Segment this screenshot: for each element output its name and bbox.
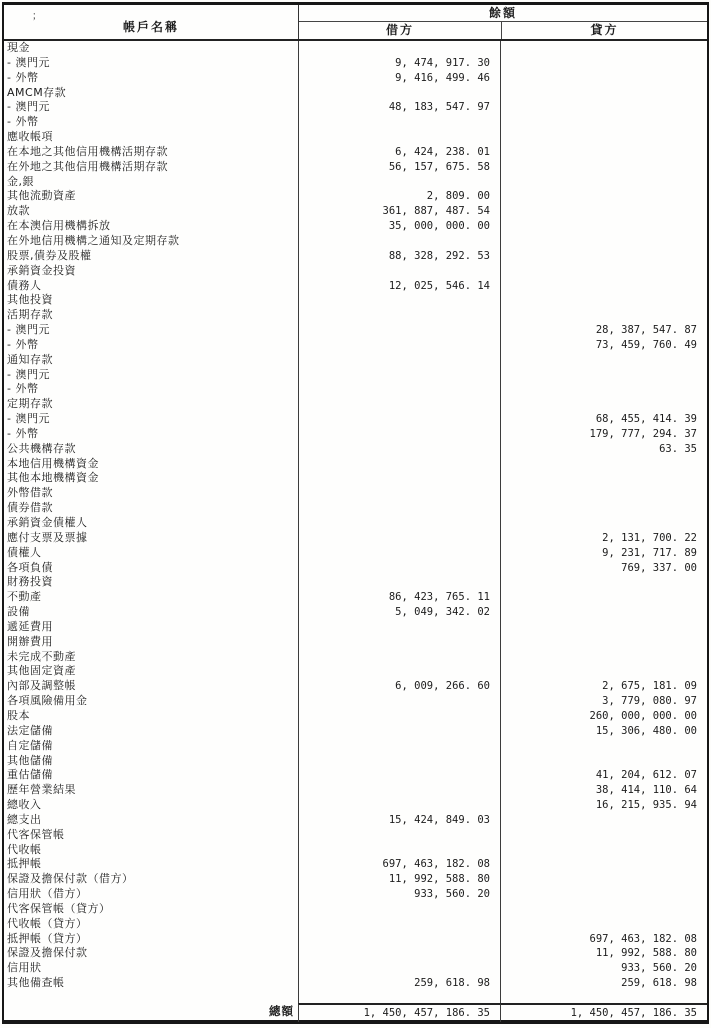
- account-name-cell: 重估儲備: [7, 768, 53, 782]
- debit-column-header: 借方: [385, 23, 414, 37]
- account-name-cell: 通知存款: [7, 352, 53, 366]
- account-name-header-label: 帳戶名稱: [122, 20, 179, 34]
- table-row: [4, 620, 707, 635]
- account-name-header: [4, 5, 298, 39]
- account-name-cell: 股票,債券及股權: [7, 248, 92, 262]
- account-name-cell: - 澳門元: [7, 323, 50, 337]
- account-name-cell: 財務投資: [7, 575, 53, 589]
- table-row: [4, 189, 707, 204]
- debit-cell: [298, 323, 500, 338]
- credit-cell: [500, 368, 707, 383]
- debit-cell: [298, 828, 500, 843]
- table-row: [4, 293, 707, 308]
- credit-cell: 259, 618. 98: [500, 976, 707, 991]
- credit-cell: 41, 204, 612. 07: [500, 768, 707, 783]
- account-name-cell: - 澳門元: [7, 100, 50, 114]
- table-row: [4, 694, 707, 709]
- credit-cell: [500, 501, 707, 516]
- account-name-cell: 定期存款: [7, 397, 53, 411]
- table-row: [4, 427, 707, 442]
- table-row: [4, 279, 707, 294]
- debit-cell: [298, 946, 500, 961]
- account-name-cell: 債權人: [7, 545, 42, 559]
- table-row: [4, 86, 707, 101]
- credit-cell: [500, 397, 707, 412]
- table-row: [4, 412, 707, 427]
- account-name-cell: 其他儲備: [7, 753, 53, 767]
- account-name-cell: - 外幣: [7, 115, 39, 129]
- account-name-cell: 抵押帳（貸方）: [7, 931, 88, 945]
- credit-cell: [500, 516, 707, 531]
- debit-credit-header-row: [299, 22, 707, 39]
- credit-cell: [500, 857, 707, 872]
- account-name-cell: 公共機構存款: [7, 441, 76, 455]
- credit-cell: 179, 777, 294. 37: [500, 427, 707, 442]
- table-row: [4, 486, 707, 501]
- table-row: [4, 664, 707, 679]
- credit-cell: 15, 306, 480. 00: [500, 724, 707, 739]
- table-row: [4, 798, 707, 813]
- debit-cell: 361, 887, 487. 54: [298, 204, 500, 219]
- debit-cell: [298, 917, 500, 932]
- debit-cell: [298, 382, 500, 397]
- credit-cell: [500, 635, 707, 650]
- table-row: [4, 546, 707, 561]
- account-name-cell: - 澳門元: [7, 412, 50, 426]
- debit-cell: 15, 424, 849. 03: [298, 813, 500, 828]
- debit-cell: 88, 328, 292. 53: [298, 249, 500, 264]
- credit-cell: 38, 414, 110. 64: [500, 783, 707, 798]
- table-row: [4, 709, 707, 724]
- account-name-cell: 股本: [7, 708, 30, 722]
- debit-cell: 35, 000, 000. 00: [298, 219, 500, 234]
- table-row: [4, 605, 707, 620]
- table-row: [4, 813, 707, 828]
- debit-cell: [298, 724, 500, 739]
- table-row: [4, 457, 707, 472]
- table-row: [4, 783, 707, 798]
- credit-cell: [500, 279, 707, 294]
- debit-cell: [298, 739, 500, 754]
- credit-column-header: 貸方: [501, 22, 707, 39]
- credit-cell: [500, 872, 707, 887]
- credit-cell: [500, 204, 707, 219]
- debit-cell: 259, 618. 98: [298, 976, 500, 991]
- credit-cell: 260, 000, 000. 00: [500, 709, 707, 724]
- account-name-cell: 其他本地機構資金: [7, 471, 99, 485]
- debit-cell: 56, 157, 675. 58: [298, 160, 500, 175]
- debit-cell: 697, 463, 182. 08: [298, 857, 500, 872]
- debit-cell: 12, 025, 546. 14: [298, 279, 500, 294]
- credit-cell: [500, 41, 707, 56]
- table-row: [4, 41, 707, 56]
- table-row: [4, 739, 707, 754]
- credit-cell: [500, 249, 707, 264]
- debit-cell: [298, 175, 500, 190]
- credit-cell: [500, 828, 707, 843]
- debit-cell: [298, 783, 500, 798]
- debit-cell: [298, 561, 500, 576]
- account-name-cell: 法定儲備: [7, 723, 53, 737]
- debit-cell: [298, 516, 500, 531]
- credit-cell: [500, 754, 707, 769]
- account-name-cell: 設備: [7, 605, 30, 619]
- debit-cell: [298, 575, 500, 590]
- credit-cell: [500, 843, 707, 858]
- credit-cell: [500, 813, 707, 828]
- account-name-cell: 活期存款: [7, 308, 53, 322]
- credit-cell: [500, 160, 707, 175]
- account-name-cell: 內部及調整帳: [7, 679, 76, 693]
- account-name-cell: 代收帳（貸方）: [7, 916, 88, 930]
- table-row: [4, 754, 707, 769]
- total-label: 總額: [269, 1004, 294, 1018]
- debit-cell: [298, 86, 500, 101]
- credit-cell: [500, 264, 707, 279]
- account-name-cell: 各項負債: [7, 560, 53, 574]
- table-row: [4, 338, 707, 353]
- debit-cell: 11, 992, 588. 80: [298, 872, 500, 887]
- table-row: [4, 768, 707, 783]
- debit-cell: [298, 308, 500, 323]
- debit-cell: [298, 338, 500, 353]
- table-row: [4, 249, 707, 264]
- debit-cell: [298, 501, 500, 516]
- credit-cell: [500, 887, 707, 902]
- credit-cell: [500, 457, 707, 472]
- credit-cell: [500, 471, 707, 486]
- account-name-cell: - 外幣: [7, 70, 39, 84]
- account-name-cell: 其他備查帳: [7, 976, 65, 990]
- table-row: [4, 857, 707, 872]
- account-name-cell: 在本地之其他信用機構活期存款: [7, 144, 168, 158]
- account-name-cell: 遞延費用: [7, 619, 53, 633]
- credit-cell: 73, 459, 760. 49: [500, 338, 707, 353]
- table-row: [4, 872, 707, 887]
- account-name-cell: 代收帳: [7, 842, 42, 856]
- debit-cell: [298, 635, 500, 650]
- total-row: [4, 1003, 707, 1022]
- credit-cell: 2, 675, 181. 09: [500, 679, 707, 694]
- table-row: [4, 130, 707, 145]
- debit-cell: [298, 754, 500, 769]
- table-row: [4, 679, 707, 694]
- credit-cell: [500, 575, 707, 590]
- account-name-cell: 各項風險備用金: [7, 694, 88, 708]
- account-name-cell: 其他固定資產: [7, 664, 76, 678]
- account-name-cell: 未完成不動產: [7, 649, 76, 663]
- debit-cell: [298, 41, 500, 56]
- credit-cell: 68, 455, 414. 39: [500, 412, 707, 427]
- credit-cell: [500, 353, 707, 368]
- debit-cell: 6, 424, 238. 01: [298, 145, 500, 160]
- debit-cell: [298, 115, 500, 130]
- account-name-cell: 信用狀（借方）: [7, 887, 88, 901]
- credit-cell: 697, 463, 182. 08: [500, 932, 707, 947]
- debit-cell: [298, 293, 500, 308]
- table-row: [4, 471, 707, 486]
- table-row: [4, 575, 707, 590]
- account-name-cell: 開辦費用: [7, 634, 53, 648]
- debit-cell: 9, 416, 499. 46: [298, 71, 500, 86]
- table-row: [4, 531, 707, 546]
- table-row: [4, 382, 707, 397]
- credit-cell: [500, 605, 707, 620]
- debit-cell: 48, 183, 547. 97: [298, 100, 500, 115]
- spacer-row: [4, 991, 707, 1003]
- debit-cell: [298, 620, 500, 635]
- credit-cell: [500, 189, 707, 204]
- credit-cell: [500, 486, 707, 501]
- debit-cell: [298, 694, 500, 709]
- credit-cell: [500, 650, 707, 665]
- debit-cell: [298, 486, 500, 501]
- table-row: [4, 917, 707, 932]
- table-row: [4, 843, 707, 858]
- credit-cell: [500, 100, 707, 115]
- debit-cell: [298, 457, 500, 472]
- debit-cell: [298, 546, 500, 561]
- credit-cell: [500, 917, 707, 932]
- credit-cell: 28, 387, 547. 87: [500, 323, 707, 338]
- credit-cell: [500, 590, 707, 605]
- debit-cell: [298, 961, 500, 976]
- table-row: [4, 516, 707, 531]
- table-row: [4, 100, 707, 115]
- account-name-cell: 債務人: [7, 278, 42, 292]
- debit-cell: [298, 412, 500, 427]
- account-name-cell: 在外地信用機構之通知及定期存款: [7, 233, 180, 247]
- trial-balance-table: [2, 2, 709, 1024]
- account-name-cell: 金,銀: [7, 174, 34, 188]
- account-name-cell: 自定儲備: [7, 738, 53, 752]
- credit-cell: 9, 231, 717. 89: [500, 546, 707, 561]
- table-row: [4, 323, 707, 338]
- credit-cell: [500, 145, 707, 160]
- credit-cell: [500, 86, 707, 101]
- table-row: [4, 71, 707, 86]
- credit-cell: 16, 215, 935. 94: [500, 798, 707, 813]
- account-name-cell: - 外幣: [7, 426, 39, 440]
- account-name-cell: 不動產: [7, 590, 42, 604]
- table-row: [4, 561, 707, 576]
- debit-cell: 86, 423, 765. 11: [298, 590, 500, 605]
- table-header: [4, 5, 707, 41]
- credit-cell: 769, 337. 00: [500, 561, 707, 576]
- debit-cell: [298, 368, 500, 383]
- account-name-cell: 應付支票及票據: [7, 530, 88, 544]
- account-name-cell: 總支出: [7, 812, 42, 826]
- table-row: [4, 115, 707, 130]
- account-name-cell: 總收入: [7, 798, 42, 812]
- debit-cell: [298, 531, 500, 546]
- debit-cell: [298, 709, 500, 724]
- account-name-cell: 放款: [7, 204, 30, 218]
- table-row: [4, 368, 707, 383]
- credit-cell: [500, 71, 707, 86]
- debit-cell: [298, 130, 500, 145]
- table-row: [4, 976, 707, 991]
- table-row: [4, 204, 707, 219]
- table-row: [4, 724, 707, 739]
- credit-cell: 11, 992, 588. 80: [500, 946, 707, 961]
- credit-cell: 2, 131, 700. 22: [500, 531, 707, 546]
- credit-cell: [500, 664, 707, 679]
- debit-cell: [298, 353, 500, 368]
- credit-cell: [500, 382, 707, 397]
- account-name-cell: 其他投資: [7, 293, 53, 307]
- account-name-cell: 現金: [7, 41, 30, 54]
- account-name-cell: 其他流動資產: [7, 189, 76, 203]
- credit-cell: [500, 175, 707, 190]
- account-name-cell: 外幣借款: [7, 486, 53, 500]
- total-debit-cell: 1, 450, 457, 186. 35: [298, 1003, 500, 1022]
- debit-cell: [298, 932, 500, 947]
- table-row: [4, 160, 707, 175]
- credit-cell: 933, 560. 20: [500, 961, 707, 976]
- account-name-cell: 歷年營業結果: [7, 783, 76, 797]
- credit-cell: [500, 130, 707, 145]
- table-row: [4, 590, 707, 605]
- table-row: [4, 442, 707, 457]
- table-row: [4, 234, 707, 249]
- debit-cell: 5, 049, 342. 02: [298, 605, 500, 620]
- debit-cell: 9, 474, 917. 30: [298, 56, 500, 71]
- table-row: [4, 946, 707, 961]
- debit-cell: 933, 560. 20: [298, 887, 500, 902]
- table-row: [4, 501, 707, 516]
- credit-cell: [500, 293, 707, 308]
- account-name-cell: 在外地之其他信用機構活期存款: [7, 159, 168, 173]
- credit-cell: [500, 739, 707, 754]
- debit-cell: 2, 809. 00: [298, 189, 500, 204]
- debit-cell: [298, 650, 500, 665]
- debit-cell: [298, 427, 500, 442]
- debit-cell: [298, 902, 500, 917]
- account-name-cell: 在本澳信用機構拆放: [7, 219, 111, 233]
- table-row: [4, 961, 707, 976]
- account-name-cell: 保證及擔保付款: [7, 946, 88, 960]
- table-row: [4, 264, 707, 279]
- table-row: [4, 650, 707, 665]
- credit-cell: [500, 308, 707, 323]
- balance-header: 餘額: [299, 5, 707, 22]
- account-name-cell: 代客保管帳: [7, 827, 65, 841]
- table-row: [4, 175, 707, 190]
- account-name-cell: 信用狀: [7, 961, 42, 975]
- table-row: [4, 397, 707, 412]
- credit-cell: [500, 902, 707, 917]
- balance-header-group: [298, 5, 707, 39]
- table-row: [4, 308, 707, 323]
- debit-cell: [298, 442, 500, 457]
- table-row: [4, 932, 707, 947]
- account-name-cell: - 澳門元: [7, 55, 50, 69]
- debit-cell: [298, 843, 500, 858]
- debit-cell: [298, 264, 500, 279]
- debit-cell: [298, 397, 500, 412]
- account-name-cell: - 澳門元: [7, 367, 50, 381]
- credit-cell: 63. 35: [500, 442, 707, 457]
- account-name-cell: 債券借款: [7, 501, 53, 515]
- table-row: [4, 353, 707, 368]
- debit-cell: [298, 471, 500, 486]
- debit-cell: 6, 009, 266. 60: [298, 679, 500, 694]
- stray-scan-mark: ；: [32, 11, 42, 22]
- debit-cell: [298, 664, 500, 679]
- table-row: [4, 56, 707, 71]
- account-name-cell: 應收帳項: [7, 130, 53, 144]
- debit-cell: [298, 234, 500, 249]
- account-name-cell: 承銷資金投資: [7, 263, 76, 277]
- debit-cell: [298, 768, 500, 783]
- table-row: [4, 902, 707, 917]
- debit-cell: [298, 798, 500, 813]
- credit-cell: [500, 234, 707, 249]
- credit-cell: [500, 620, 707, 635]
- account-name-cell: 保證及擔保付款（借方）: [7, 872, 134, 886]
- credit-cell: [500, 219, 707, 234]
- table-row: [4, 145, 707, 160]
- credit-cell: 3, 779, 080. 97: [500, 694, 707, 709]
- table-body: [4, 41, 707, 991]
- table-row: [4, 635, 707, 650]
- account-name-cell: 抵押帳: [7, 857, 42, 871]
- table-row: [4, 887, 707, 902]
- table-row: [4, 219, 707, 234]
- account-name-cell: - 外幣: [7, 382, 39, 396]
- account-name-cell: - 外幣: [7, 337, 39, 351]
- total-credit-cell: 1, 450, 457, 186. 35: [500, 1003, 707, 1022]
- account-name-cell: 代客保管帳（貸方）: [7, 901, 111, 915]
- credit-cell: [500, 115, 707, 130]
- table-row: [4, 828, 707, 843]
- credit-cell: [500, 56, 707, 71]
- account-name-cell: AMCM存款: [7, 85, 67, 99]
- account-name-cell: 承銷資金債權人: [7, 516, 88, 529]
- account-name-cell: 本地信用機構資金: [7, 456, 99, 470]
